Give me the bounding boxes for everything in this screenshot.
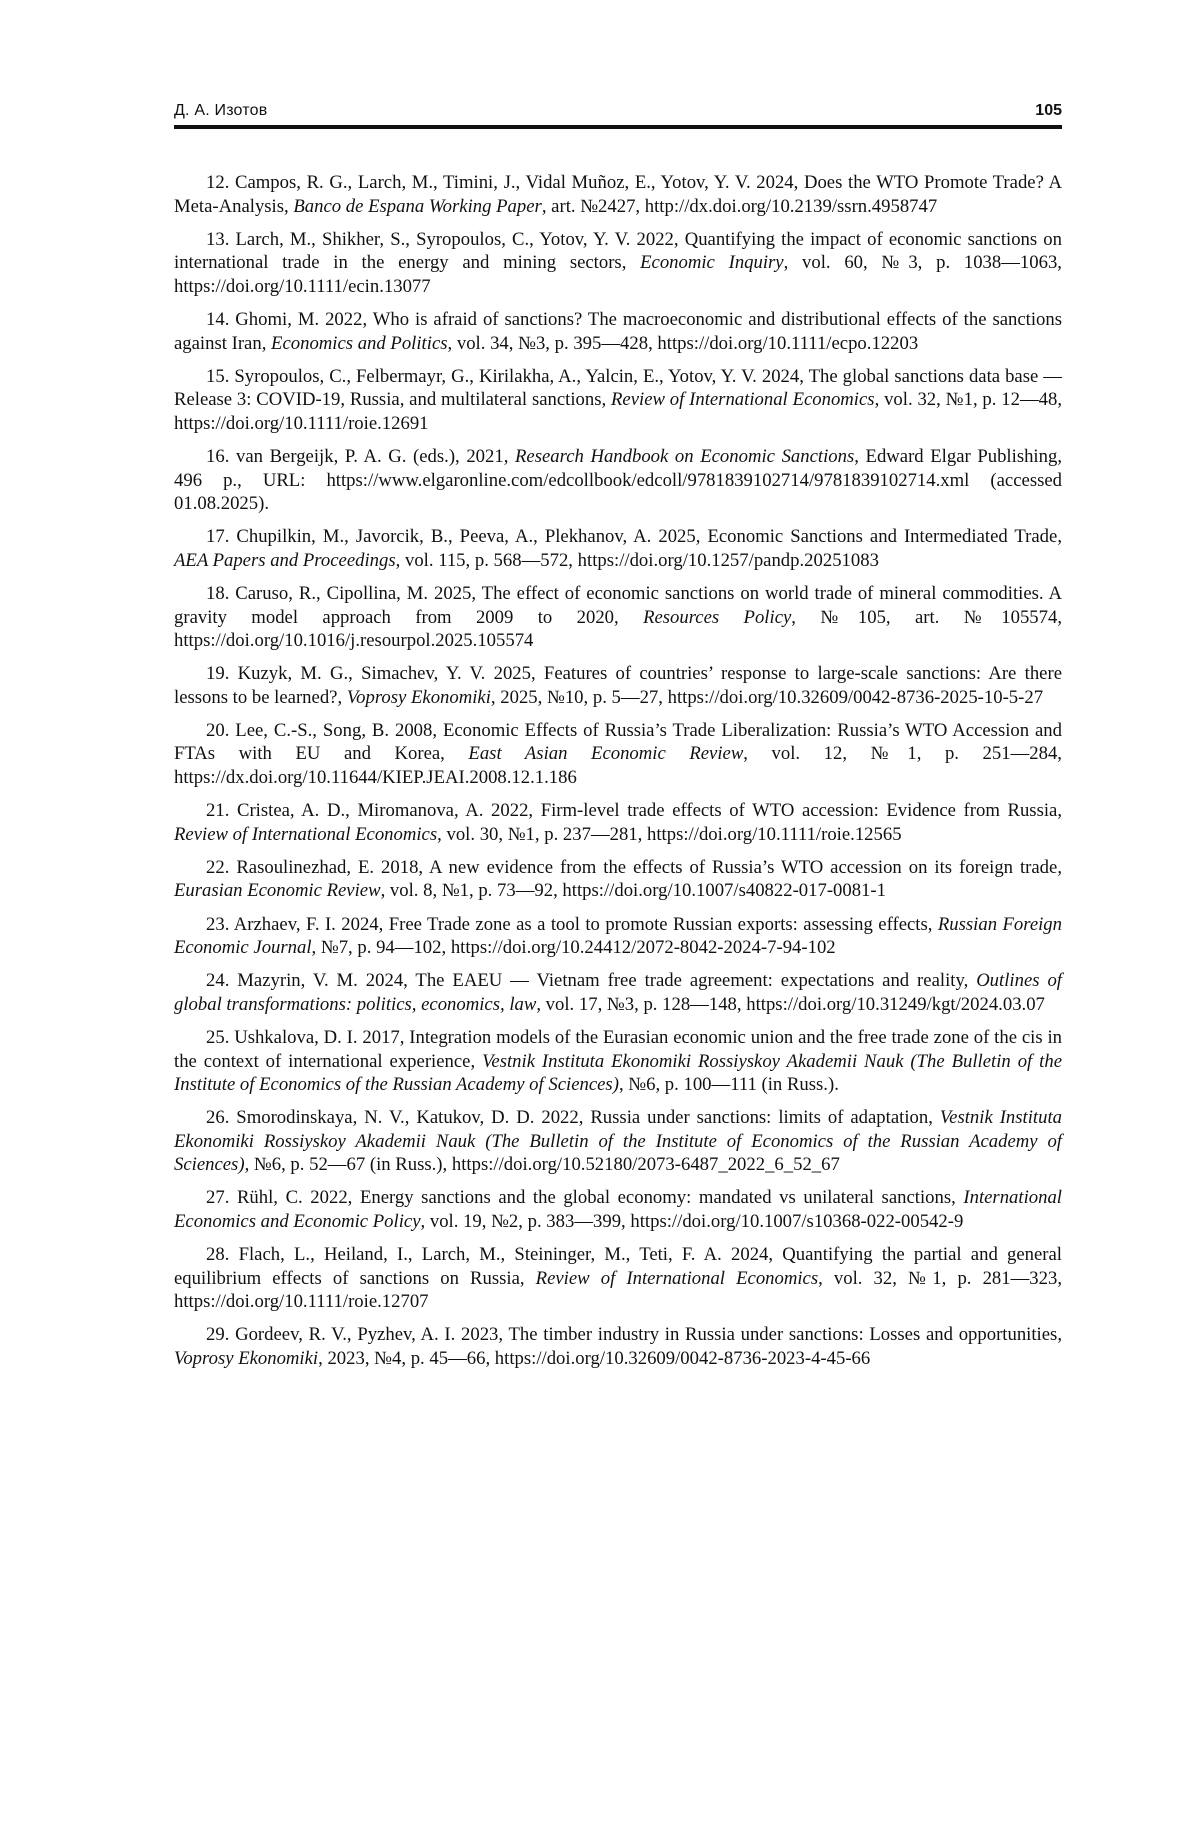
reference-source-title: International Economics and Economic Policy (174, 1187, 1062, 1232)
reference-source-title: Review of International Economics (611, 389, 875, 410)
reference-source-title: Research Handbook on Economic Sanctions (515, 446, 854, 467)
reference-source-title: Russian Foreign Economic Journal (174, 914, 1062, 959)
reference-source-title: Eurasian Economic Review (174, 880, 381, 901)
reference-details: , vol. 30, №1, p. 237—281, https://doi.org/10.1111/roie.12565 (437, 824, 901, 845)
reference-text: 24. Mazyrin, V. M. 2024, The EAEU — Vietnam free trade agreement: expectations and reality, (206, 970, 976, 991)
reference-source-title: Vestnik Instituta Ekonomiki Rossiyskoy Akademii Nauk (The Bulletin of the Institute of Economics of the Russian Academy of Sciences) (174, 1107, 1062, 1175)
reference-text: 22. Rasoulinezhad, E. 2018, A new evidence from the effects of Russia’s WTO accession on its foreign trade, (206, 857, 1062, 878)
reference-source-title: Economics and Politics (271, 333, 447, 354)
reference-text: 20. Lee, C.-S., Song, B. 2008, Economic Effects of Russia’s Trade Liberalization: Russia’s WTO Accession and FTAs with EU and Korea, (174, 720, 1062, 765)
reference-source-title: East Asian Economic Review (468, 743, 743, 764)
reference-details: , №105, art. №105574, https://doi.org/10.1016/j.resourpol.2025.105574 (174, 607, 1062, 652)
reference-details: , vol. 32, №1, p. 12—48, https://doi.org/10.1111/roie.12691 (174, 389, 1062, 434)
reference-item-26 (174, 1106, 1062, 1177)
reference-text: 28. Flach, L., Heiland, I., Larch, M., Steininger, M., Teti, F. A. 2024, Quantifying the partial and general equilibrium effects of sanctions on Russia, (174, 1244, 1062, 1289)
reference-item-15 (174, 365, 1062, 436)
reference-item-29 (174, 1323, 1062, 1370)
reference-text: 18. Caruso, R., Cipollina, M. 2025, The effect of economic sanctions on world trade of mineral commodities. A gravity model approach from 2009 to 2020, (174, 583, 1062, 628)
reference-details: , vol. 60, №3, p. 1038—1063, https://doi.org/10.1111/ecin.13077 (174, 252, 1062, 297)
reference-item-21 (174, 799, 1062, 846)
reference-item-20 (174, 719, 1062, 790)
running-head-author: Д. А. Изотов (174, 102, 267, 120)
reference-text: 23. Arzhaev, F. I. 2024, Free Trade zone as a tool to promote Russian exports: assessing effects, (206, 914, 938, 935)
reference-text: 12. Campos, R. G., Larch, M., Timini, J., Vidal Muñoz, E., Yotov, Y. V. 2024, Does the WTO Promote Trade? A Meta-Analysis, (174, 172, 1062, 217)
reference-details: , Edward Elgar Publishing, 496 p., URL: https://www.elgaronline.com/edcollbook/edcoll/9781839102714/9781839102714.xml (accessed 01.08.2025). (174, 446, 1062, 514)
reference-details: , №6, p. 52—67 (in Russ.), https://doi.org/10.52180/2073-6487_2022_6_52_67 (245, 1154, 840, 1175)
reference-item-12 (174, 171, 1062, 218)
reference-source-title: Review of International Economics (174, 824, 437, 845)
reference-item-23 (174, 913, 1062, 960)
reference-item-13 (174, 228, 1062, 299)
reference-source-title: Outlines of global transformations: politics, economics, law (174, 970, 1062, 1015)
reference-item-27 (174, 1186, 1062, 1233)
reference-text: 21. Cristea, A. D., Miromanova, A. 2022, Firm-level trade effects of WTO accession: Evidence from Russia, (206, 800, 1062, 821)
header-rule (174, 125, 1062, 129)
reference-text: 26. Smorodinskaya, N. V., Katukov, D. D. 2022, Russia under sanctions: limits of adaptation, (206, 1107, 940, 1128)
reference-details: , 2023, №4, p. 45—66, https://doi.org/10.32609/0042-8736-2023-4-45-66 (318, 1348, 870, 1369)
reference-details: , №7, p. 94—102, https://doi.org/10.24412/2072-8042-2024-7-94-102 (312, 937, 836, 958)
reference-text: 16. van Bergeijk, P. A. G. (eds.), 2021, (206, 446, 515, 467)
reference-item-25 (174, 1026, 1062, 1097)
reference-details: , vol. 19, №2, p. 383—399, https://doi.org/10.1007/s10368-022-00542-9 (421, 1211, 964, 1232)
reference-source-title: AEA Papers and Proceedings (174, 550, 396, 571)
reference-text: 19. Kuzyk, M. G., Simachev, Y. V. 2025, Features of countries’ response to large-scale sanctions: Are there lessons to be learned?, (174, 663, 1062, 708)
reference-details: , art. №2427, http://dx.doi.org/10.2139/ssrn.4958747 (542, 196, 937, 217)
reference-source-title: Resources Policy (643, 607, 791, 628)
reference-text: 13. Larch, M., Shikher, S., Syropoulos, C., Yotov, Y. V. 2022, Quantifying the impact of economic sanctions on international trade in the energy and mining sectors, (174, 229, 1062, 274)
reference-details: , №6, p. 100—111 (in Russ.). (619, 1074, 839, 1095)
reference-source-title: Vestnik Instituta Ekonomiki Rossiyskoy Akademii Nauk (The Bulletin of the Institute of Economics of the Russian Academy of Sciences) (174, 1051, 1062, 1096)
reference-source-title: Voprosy Ekonomiki (174, 1348, 318, 1369)
reference-item-16 (174, 445, 1062, 516)
reference-item-19 (174, 662, 1062, 709)
reference-text: 29. Gordeev, R. V., Pyzhev, A. I. 2023, The timber industry in Russia under sanctions: Losses and opportunities, (206, 1324, 1062, 1345)
reference-item-18 (174, 582, 1062, 653)
reference-source-title: Review of International Economics (536, 1268, 818, 1289)
reference-text: 27. Rühl, C. 2022, Energy sanctions and the global economy: mandated vs unilateral sanctions, (206, 1187, 963, 1208)
reference-details: , vol. 17, №3, p. 128—148, https://doi.org/10.31249/kgt/2024.03.07 (536, 994, 1045, 1015)
reference-item-22 (174, 856, 1062, 903)
reference-source-title: Banco de Espana Working Paper (293, 196, 541, 217)
reference-item-24 (174, 969, 1062, 1016)
reference-details: , vol. 32, №1, p. 281—323, https://doi.org/10.1111/roie.12707 (174, 1268, 1062, 1313)
reference-item-28 (174, 1243, 1062, 1314)
reference-details: , 2025, №10, p. 5—27, https://doi.org/10.32609/0042-8736-2025-10-5-27 (491, 687, 1043, 708)
reference-source-title: Economic Inquiry (640, 252, 783, 273)
reference-text: 25. Ushkalova, D. I. 2017, Integration models of the Eurasian economic union and the free trade zone of the cis in the context of international experience, (174, 1027, 1062, 1072)
reference-item-17 (174, 525, 1062, 572)
reference-text: 14. Ghomi, M. 2022, Who is afraid of sanctions? The macroeconomic and distributional effects of the sanctions against Iran, (174, 309, 1062, 354)
reference-details: , vol. 12, №1, p. 251—284, https://dx.doi.org/10.11644/KIEP.JEAI.2008.12.1.186 (174, 743, 1062, 788)
reference-item-14 (174, 308, 1062, 355)
reference-details: , vol. 34, №3, p. 395—428, https://doi.org/10.1111/ecpo.12203 (448, 333, 919, 354)
reference-details: , vol. 115, p. 568—572, https://doi.org/10.1257/pandp.20251083 (396, 550, 879, 571)
reference-list (174, 171, 1062, 1380)
reference-details: , vol. 8, №1, p. 73—92, https://doi.org/10.1007/s40822-017-0081-1 (381, 880, 886, 901)
reference-text: 15. Syropoulos, C., Felbermayr, G., Kirilakha, A., Yalcin, E., Yotov, Y. V. 2024, The global sanctions data base — Release 3: COVID-19, Russia, and multilateral sanctions, (174, 366, 1062, 411)
page-number: 105 (1035, 102, 1062, 120)
reference-source-title: Voprosy Ekonomiki (347, 687, 491, 708)
reference-text: 17. Chupilkin, M., Javorcik, B., Peeva, A., Plekhanov, A. 2025, Economic Sanctions and Intermediated Trade, (206, 526, 1062, 547)
page-header (174, 98, 1062, 124)
